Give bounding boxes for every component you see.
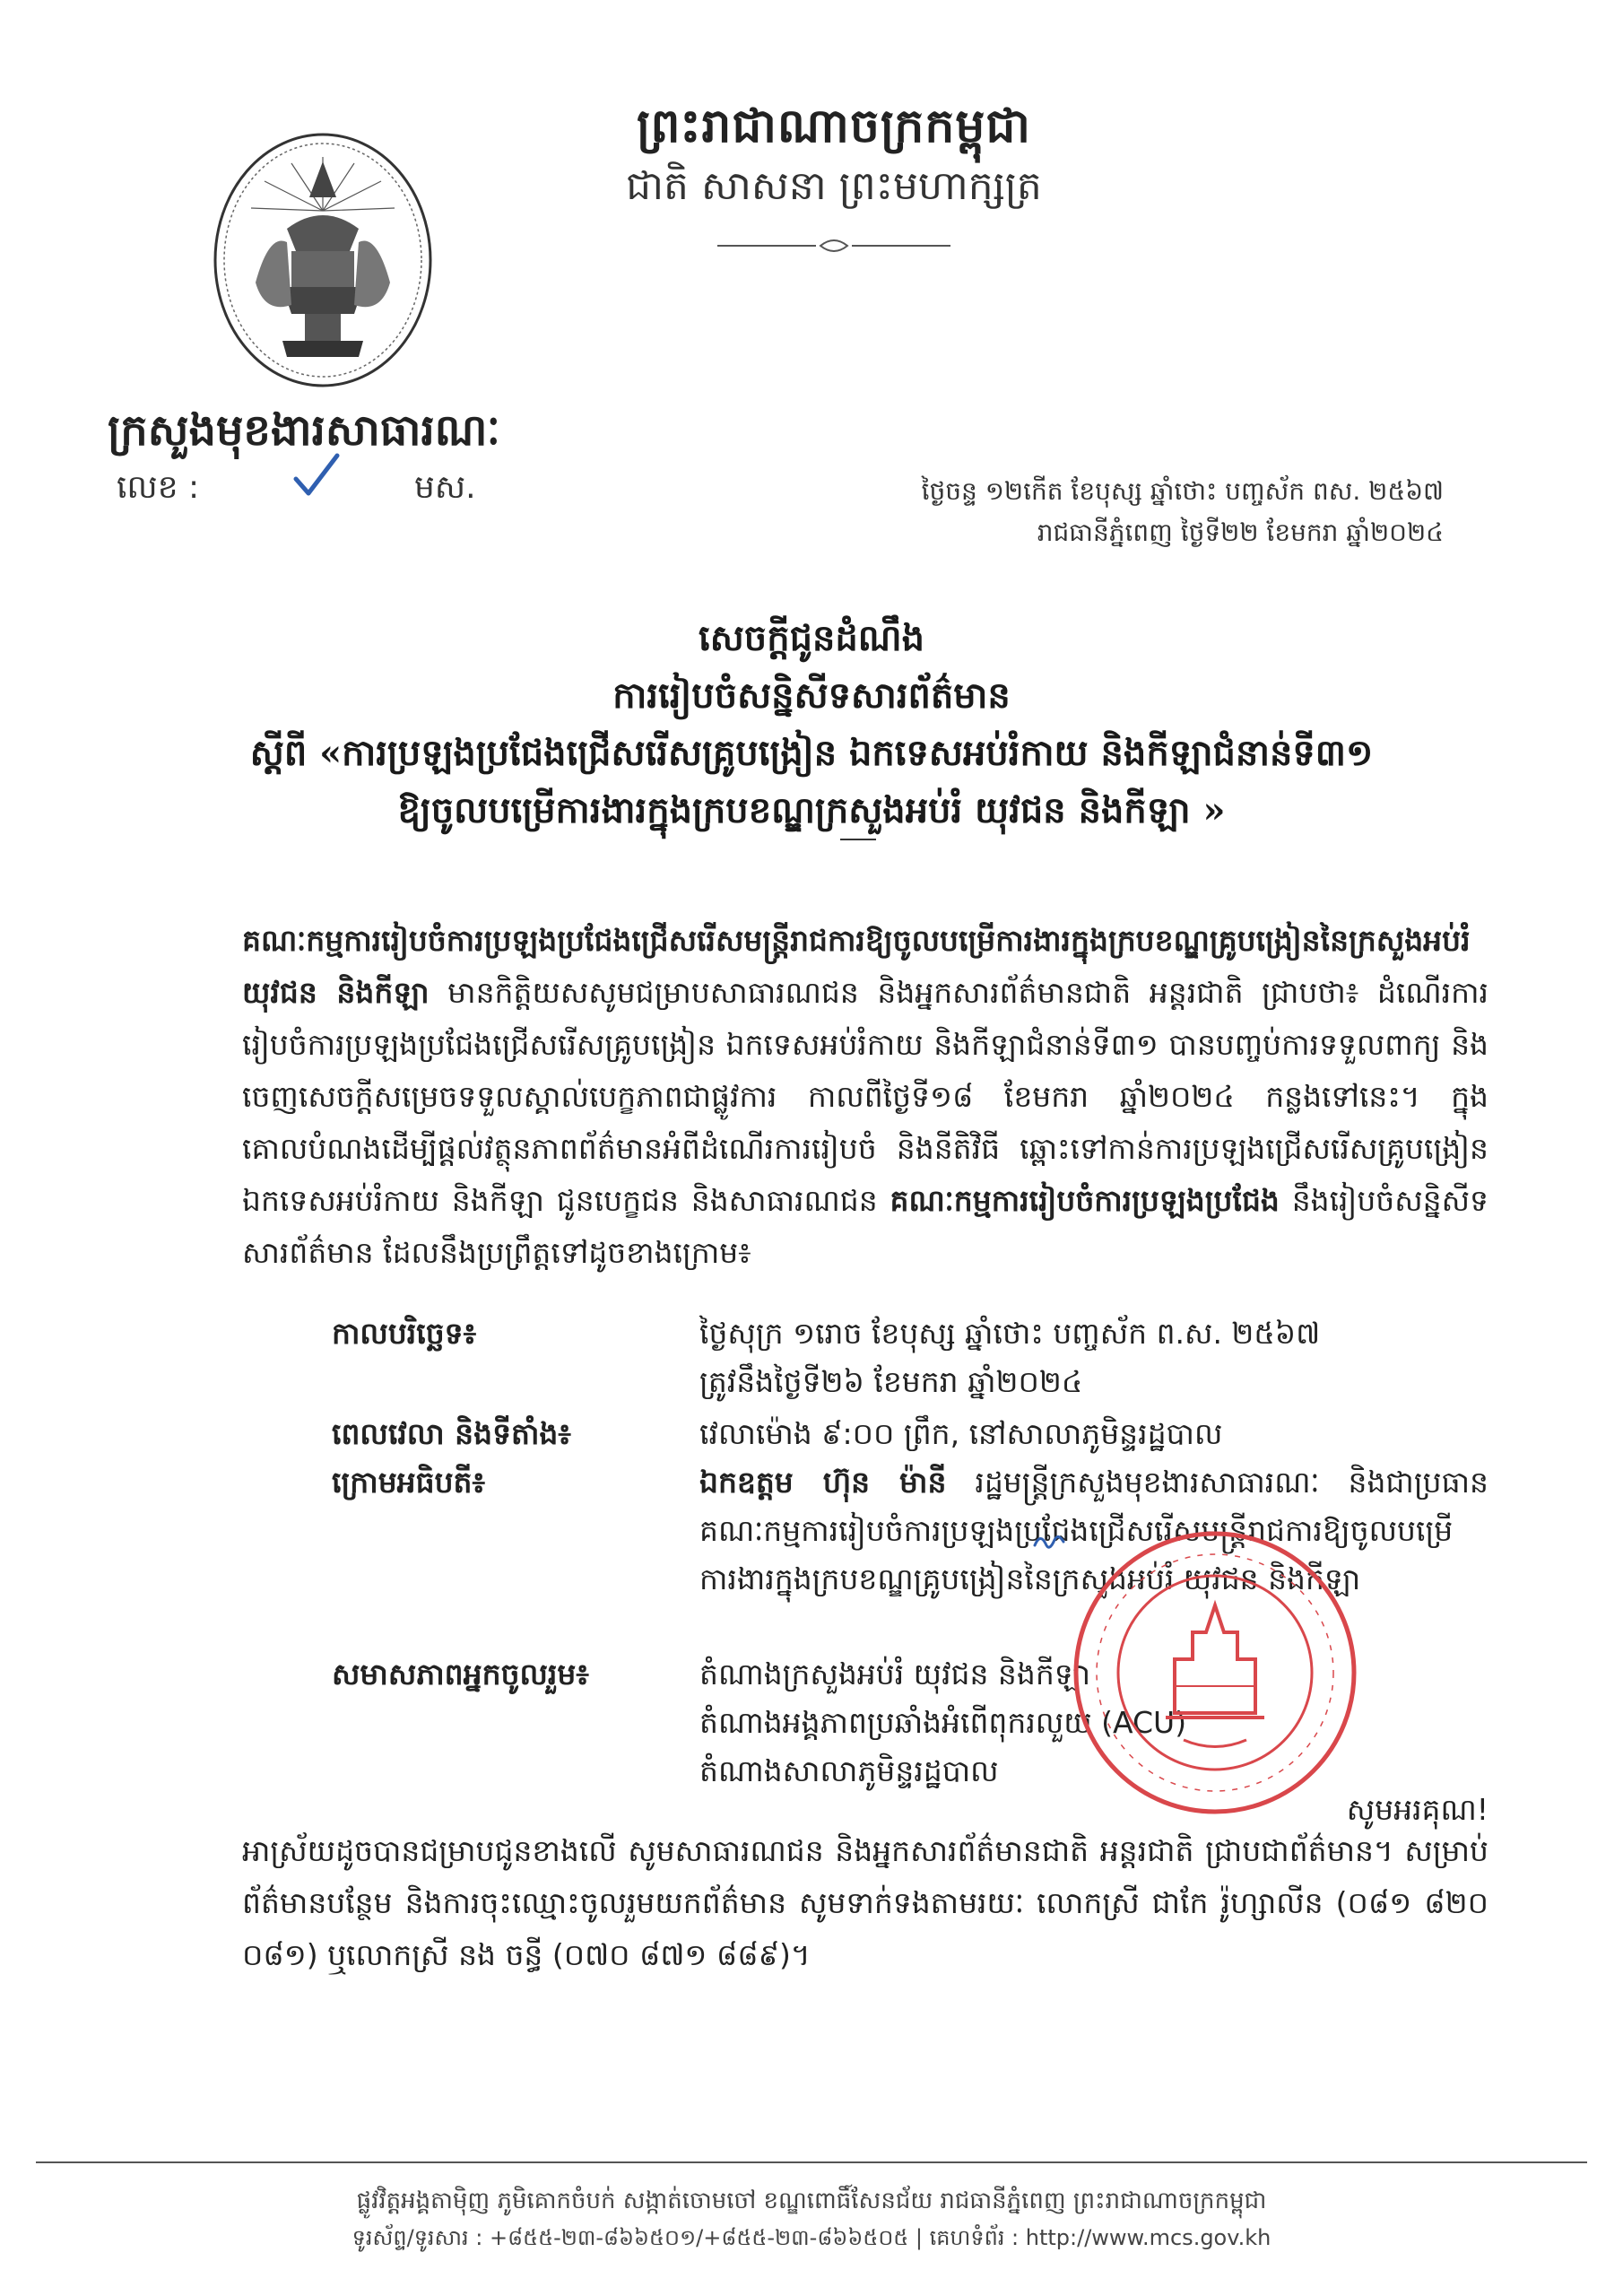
title-subject-line2: ឱ្យចូលបម្រើការងារក្នុងក្របខណ្ឌក្រសួងអប់រំ យុវជន និងកីឡា » [397, 789, 1226, 831]
chair-description: រដ្ឋមន្ត្រីក្រសួងមុខងារសាធារណៈ និងជាប្រធានគណៈកម្មការរៀបចំការប្រឡងប្រជែងជ្រើសរើសមន្ត្រីរាជការឱ្យចូលបម្រើការងារក្នុងក្របខណ្ឌគ្រូបង្រៀននៃក្រសួងអប់រំ យុវជន និងកីឡា [699, 1465, 1488, 1596]
royal-emblem-icon [202, 126, 444, 395]
title-divider [840, 839, 876, 840]
member-1: តំណាងក្រសួងអប់រំ យុវជន និងកីឡា [699, 1657, 1091, 1692]
closing-paragraph: អាស្រ័យដូចបានជម្រាបជូនខាងលើ សូមសាធារណជន និងអ្នកសារព័ត៌មានជាតិ អន្តរជាតិ ជ្រាបជាព័ត៌មាន។ សម្រាប់ព័ត៌មានបន្ថែម និងការចុះឈ្មោះចូលរួមយកព័ត៌មាន សូមទាក់ទងតាមរយៈ លោកស្រី ជាកែ រ៉ូហ្សាលីន (០៨១ ៨២០ ០៨១) ឬលោកស្រី នង ចន្ធី (០៧០ ៨៧១ ៨៨៩)។ [242, 1833, 1488, 1972]
checkmark-icon [289, 448, 343, 502]
time-place-label: ពេលវេលា និងទីតាំង៖ [332, 1416, 571, 1451]
lunar-date: ថ្ងៃចន្ទ ១២កើត ខែបុស្ស ឆ្នាំថោះ បញ្ចស័ក ពស. ២៥៦៧ [921, 476, 1444, 506]
members-label: សមាសភាពអ្នកចូលរួម៖ [332, 1657, 589, 1692]
intro-text: មានកិត្តិយសសូមជម្រាបសាធារណជន និងអ្នកសារព័ត៌មានជាតិ អន្តរជាតិ ជ្រាបថា៖ ដំណើរការរៀបចំការប្រឡងប្រជែងជ្រើសរើសគ្រូបង្រៀន ឯកទេសអប់រំកាយ និងកីឡាជំនាន់ទី៣១ បានបញ្ចប់ការទទួលពាក្យ និងចេញសេចក្តីសម្រេចទទួលស្គាល់បេក្ខភាពជាផ្លូវការ កាលពីថ្ងៃទី១៨ ខែមករា ឆ្នាំ២០២៤ កន្លងទៅនេះ។ ក្នុងគោលបំណងដើម្បីផ្តល់វត្ថុនភាពព័ត៌មានអំពីដំណើរការរៀបចំ និងនីតិវិធី ឆ្ពោះទៅកាន់ការប្រឡងជ្រើសរើសគ្រូបង្រៀនឯកទេសអប់រំកាយ និងកីឡា ជូនបេក្ខជន និងសាធារណជន [242, 975, 1488, 1218]
kingdom-title: ព្រះរាជាណាចក្រកម្ពុជា [637, 99, 1031, 153]
intro-lead: គណៈកម្មការរៀបចំការប្រឡងប្រជែងជ្រើសរើសមន្ត្រីរាជការឱ្យចូលបម្រើការងារក្នុងក្របខណ្ឌគ្រូបង្រៀននៃក្រសួងអប់រំ យុវជន និងកីឡា [242, 923, 1471, 1010]
official-seal-icon [1067, 1525, 1363, 1821]
place-date: រាជធានីភ្នំពេញ ថ្ងៃទី២២ ខែមករា ឆ្នាំ២០២៤ [1037, 517, 1444, 547]
title-press-conference: ការរៀបចំសន្និសីទសារព័ត៌មាន [612, 674, 1011, 717]
date-label: កាលបរិច្ឆេទ៖ [332, 1316, 477, 1351]
title-notification: សេចក្តីជូនដំណឹង [699, 617, 924, 659]
date-value-2: ត្រូវនឹងថ្ងៃទី២៦ ខែមករា ឆ្នាំ២០២៤ [699, 1364, 1083, 1399]
member-2: តំណាងអង្គភាពប្រឆាំងអំពើពុករលួយ (ACU) [699, 1705, 1187, 1740]
intro-paragraph [242, 915, 1488, 1279]
national-motto: ជាតិ សាសនា ព្រះមហាក្សត្រ [626, 163, 1042, 209]
ministry-name: ក្រសួងមុខងារសាធារណៈ [108, 405, 500, 456]
reference-suffix: មស. [414, 469, 476, 506]
intro-lead2: គណៈកម្មការរៀបចំការប្រឡងប្រជែង [890, 1183, 1280, 1218]
handwritten-initial-icon [1031, 1529, 1067, 1556]
thank-you: សូមអរគុណ! [1346, 1792, 1488, 1827]
reference-label: លេខ : [117, 469, 200, 506]
time-place-value: វេលាម៉ោង ៩:០០ ព្រឹក, នៅសាលាភូមិន្ទរដ្ឋបាល [699, 1416, 1223, 1451]
document-titles [161, 610, 1462, 839]
footer-divider [36, 2161, 1587, 2163]
ornament-divider-icon [708, 235, 959, 257]
title-subject-line1: ស្តីពី «ការប្រឡងប្រជែងជ្រើសរើសគ្រូបង្រៀន ឯកទេសអប់រំកាយ និងកីឡាជំនាន់ទី៣១ [249, 732, 1374, 774]
footer-address: ផ្លូវវិត្តអង្គតាម៉ិញ ភូមិគោកចំបក់ សង្កាត់ចោមចៅ ខណ្ឌពោធិ៍សែនជ័យ រាជធានីភ្នំពេញ ព្រះរាជាណាចក្រកម្ពុជា [356, 2187, 1267, 2214]
intro-text2: នឹងរៀបចំសន្និសីទសារព័ត៌មាន ដែលនឹងប្រព្រឹត្តទៅដូចខាងក្រោម៖ [242, 1183, 1488, 1270]
footer-contact: ទូរស័ព្ទ/ទូរសារ : +៨៥៥-២៣-៨៦៦៥០១/+៨៥៥-២៣-៨៦៦៥០៥ | គេហទំព័រ : http://www.mcs.gov.kh [352, 2225, 1271, 2250]
chair-label: ក្រោមអធិបតី៖ [332, 1465, 485, 1500]
member-3: តំណាងសាលាភូមិន្ទរដ្ឋបាល [699, 1753, 999, 1788]
date-value-1: ថ្ងៃសុក្រ ១រោច ខែបុស្ស ឆ្នាំថោះ បញ្ចស័ក ព.ស. ២៥៦៧ [699, 1316, 1321, 1351]
chair-name: ឯកឧត្តម ហ៊ុន ម៉ានី [699, 1465, 947, 1500]
